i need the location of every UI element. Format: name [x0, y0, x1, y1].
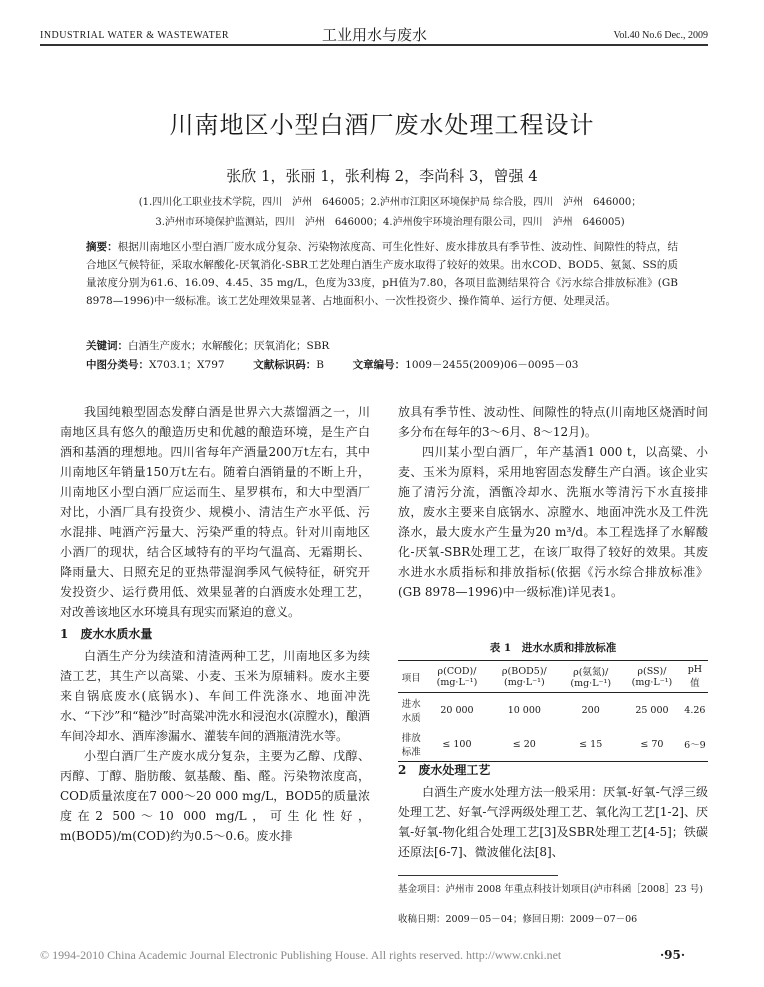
table-caption: 表 1 进水水质和排放标准 [489, 642, 617, 654]
abstract-label: 摘要： [86, 241, 118, 253]
affiliation-line: 3.泸州市环境保护监测站，四川 泸州 646000；4.泸州俊宇环境治理有限公司，四川 泸州 646005) [155, 217, 625, 228]
table-cell: 4.26 [684, 704, 706, 716]
abstract-text: 根据川南地区小型白酒厂废水成分复杂、污染物浓度高、可生化性好、废水排放具有季节性、波动性、间隙性的特点，结合地区气候特征，采取水解酸化-厌氧消化-SBR工艺处理白酒生产废水取得了较好的效果。出水COD、BOD5、氨氮、SS的质量浓度分别为61.6、16.09、4.45、35 mg/L，色度为33度，pH值为7.80，各项目监测结果符合《污水综合排放标准》(GB 8978—1996)中一级标准。该工艺处理效果显著、占地面积小、一次性投资少、操作简单、运行方便、处理灵活。 [86, 241, 678, 307]
table-cell: 进水水质 [401, 699, 421, 724]
table-cell: 排放标准 [401, 733, 421, 758]
table-cell: ≤ 70 [640, 738, 664, 750]
table-header: ρ(BOD5)/ (mg·L⁻¹) [501, 665, 547, 688]
journal-name-en: INDUSTRIAL WATER & WASTEWATER [40, 30, 230, 41]
article-number-value: 1009－2455(2009)06－0095－03 [405, 359, 579, 371]
clc-label: 中图分类号： [86, 359, 149, 371]
journal-name-cn: 工业用水与废水 [322, 26, 428, 44]
paragraph: 四川某小型白酒厂，年产基酒1 000 t，以高粱、小麦、玉米为原料，采用地窖固态发酵生产白酒。该企业实施了清污分流，酒甑冷却水、洗瓶水等清污下水直接排放，废水主要来自底锅水、凉膛水、地面冲洗水及工件洗涤水，最大废水产生量为20 m³/d。本工程选择了水解酸化-厌氧-SBR处理工艺，在该厂取得了较好的效果。其废水进水水质指标和排放指标(依据《污水综合排放标准》(GB 8978—1996)中一级标准)详见表1。 [398, 445, 708, 599]
issue-info: Vol.40 No.6 Dec., 2009 [613, 30, 708, 41]
table-header-row [398, 661, 708, 693]
table-header: ρ(氨氮)/ (mg·L⁻¹) [570, 667, 612, 689]
keywords-label: 关键词： [86, 340, 128, 352]
table-cell: 10 000 [507, 704, 541, 716]
table-cell: 20 000 [440, 704, 474, 716]
section-heading: 1 废水水质水量 [60, 627, 153, 641]
affiliation-line: (1.四川化工职业技术学院，四川 泸州 646005；2.泸州市江阳区环境保护局 综合股，四川 泸州 646000； [138, 197, 642, 208]
table-cell: ≤ 15 [579, 738, 603, 750]
article-number-label: 文章编号： [352, 359, 406, 371]
paragraph: 白酒生产废水处理方法一般采用：厌氧-好氧-气浮三级处理工艺、好氧-气浮两级处理工艺、氧化沟工艺[1-2]、厌氧-好氧-物化组合处理工艺[3]及SBR处理工艺[4-5]；铁碳还原法[6-7]、微波催化法[8]、 [398, 785, 708, 859]
paragraph: 白酒生产分为续渣和清渣两种工艺，川南地区多为续渣工艺，其生产以高粱、小麦、玉米为原辅料。废水主要来自锅底废水(底锅水)、车间工件洗涤水、地面冲洗水、“下沙”和“糙沙”时高粱冲洗水和浸泡水(凉膛水)，酿酒车间冷却水、酒库渗漏水、灌装车间的酒瓶清洗水等。 [60, 649, 370, 743]
table-header: pH 值 [687, 664, 703, 689]
abstract [86, 238, 678, 310]
doc-code-value: B [316, 359, 324, 371]
table-row [398, 727, 708, 762]
table-cell: ≤ 100 [442, 738, 472, 750]
affiliations [80, 193, 700, 233]
header-rule [40, 44, 708, 46]
table-header: ρ(SS)/ (mg·L⁻¹) [631, 665, 673, 688]
footnote-rule [398, 875, 558, 876]
keywords-text: 白酒生产废水；水解酸化；厌氧消化；SBR [128, 340, 330, 352]
paragraph: 放具有季节性、波动性、间隙性的特点(川南地区烧酒时间多分布在每年的3～6月、8～12月)。 [398, 405, 708, 439]
left-column [60, 402, 370, 846]
table-cell: ≤ 20 [512, 738, 536, 750]
classification-line [86, 357, 678, 372]
page-number: ·95· [660, 948, 686, 962]
funding-note: 基金项目：泸州市 2008 年重点科技计划项目(泸市科函［2008］23 号) [398, 884, 703, 895]
table-cell: 200 [581, 704, 600, 716]
keywords [86, 338, 678, 353]
clc-value: X703.1；X797 [149, 359, 225, 371]
water-quality-table [398, 660, 708, 762]
table-row [398, 693, 708, 728]
author-list: 张欣 1，张丽 1，张利梅 2，李尚科 3，曾强 4 [226, 167, 538, 185]
table-cell: 6～9 [684, 740, 706, 751]
table-cell: 25 000 [635, 704, 669, 716]
table-header: 项目 [401, 672, 421, 684]
paragraph: 小型白酒厂生产废水成分复杂，主要为乙醇、戊醇、丙醇、丁醇、脂肪酸、氨基酸、酯、醛。污染物浓度高，COD质量浓度在7 000～20 000 mg/L，BOD5的质量浓度在2 500～10 000 mg/L，可生化性好，m(BOD5)/m(COD)约为0.5～0.6。废水排 [60, 749, 370, 843]
paragraph: 我国纯粮型固态发酵白酒是世界六大蒸馏酒之一，川南地区具有悠久的酿造历史和优越的酿造环境，是生产白酒和基酒的理想地。四川省每年产酒量200万t左右，其中川南地区年销量150万t左右。随着白酒销量的不断上升，川南地区小型白酒厂应运而生、星罗棋布，和大中型酒厂对比，小酒厂具有投资少、规模小、清洁生产水平低、污水混排、吨酒产污量大、污染严重的特点。针对川南地区小酒厂的现状，结合区域特有的平均气温高、无霜期长、降雨量大、日照充足的亚热带湿润季风气候特征，研究开发投资少、运行费用低、效果显著的白酒废水处理工艺，对改善该地区水环境具有现实而紧迫的意义。 [60, 405, 370, 619]
right-column-bottom [398, 758, 708, 862]
doc-code-label: 文献标识码： [253, 359, 317, 371]
table-header: ρ(COD)/ (mg·L⁻¹) [436, 665, 478, 688]
section-heading: 2 废水处理工艺 [398, 763, 491, 777]
date-note: 收稿日期：2009－05－04；修回日期：2009－07－06 [398, 914, 638, 925]
copyright-notice: © 1994-2010 China Academic Journal Electronic Publishing House. All rights reserved. http://www.cnki.net [40, 948, 562, 962]
paper-title: 川南地区小型白酒厂废水处理工程设计 [169, 111, 595, 139]
right-column-top [398, 402, 708, 602]
